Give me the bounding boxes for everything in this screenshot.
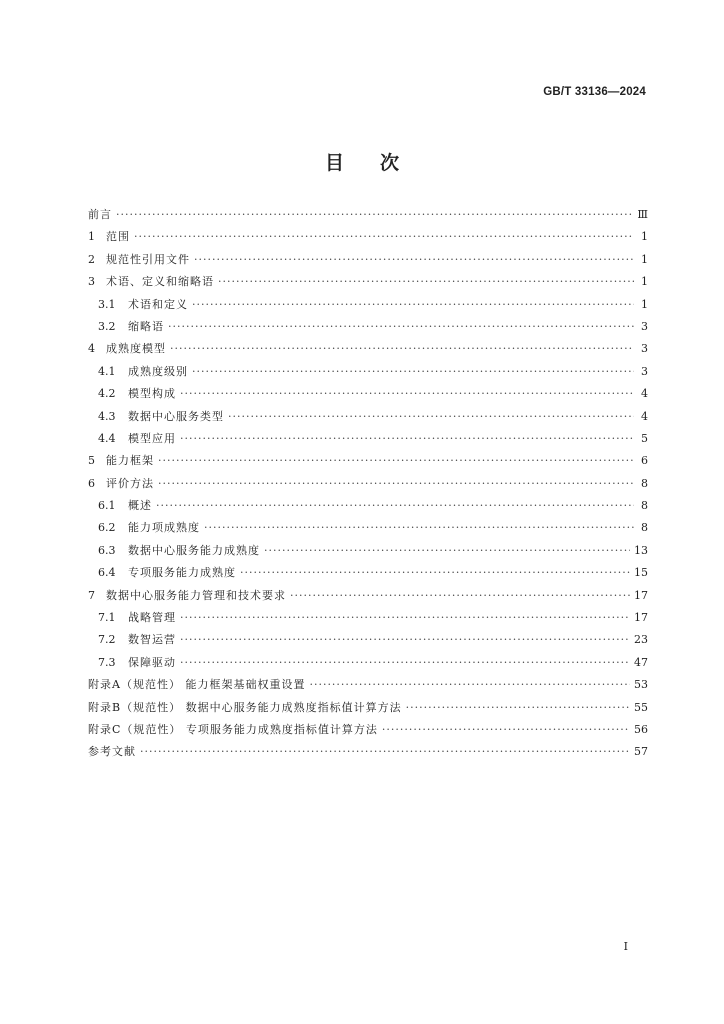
toc-entry-label: 战略管理	[128, 611, 176, 625]
toc-entry-page: 3	[641, 364, 648, 378]
toc-entry-page: 4	[641, 387, 648, 401]
toc-entry[interactable]	[88, 652, 648, 674]
toc-entry-label: 数据中心服务类型	[128, 409, 224, 423]
toc-entry-label: 模型应用	[128, 431, 176, 445]
toc-entry-number: 7.3	[98, 655, 116, 669]
toc-entry-number: 4	[88, 342, 95, 356]
toc-entry[interactable]	[88, 517, 648, 539]
toc-entry-page: 1	[641, 230, 648, 244]
toc-leader-dots	[116, 204, 633, 226]
toc-entry[interactable]	[88, 562, 648, 584]
toc-leader-dots	[180, 652, 630, 674]
toc-leader-dots	[140, 741, 630, 763]
toc-leader-dots	[192, 294, 634, 316]
toc-entry[interactable]	[88, 271, 648, 293]
toc-leader-dots	[170, 338, 634, 360]
toc-entry-number: 7.1	[98, 611, 116, 625]
toc-entry-number: 4.3	[98, 409, 116, 423]
toc-leader-dots	[192, 361, 634, 383]
toc-entry-number: 1	[88, 230, 95, 244]
toc-entry-number: 3	[88, 275, 95, 289]
toc-entry[interactable]	[88, 697, 648, 719]
toc-entry[interactable]	[88, 473, 648, 495]
toc-entry[interactable]	[88, 361, 648, 383]
toc-entry-label: 成熟度级别	[128, 364, 188, 378]
toc-entry[interactable]	[88, 338, 648, 360]
toc-entry-label: 规范性引用文件	[106, 252, 190, 266]
toc-entry-number: 4.4	[98, 431, 116, 445]
toc-entry-number: 6.2	[98, 521, 116, 535]
toc-leader-dots	[406, 697, 630, 719]
toc-entry[interactable]	[88, 204, 648, 226]
toc-leader-dots	[180, 607, 630, 629]
page-number: I	[623, 940, 628, 953]
toc-entry-page: 1	[641, 275, 648, 289]
toc-entry-page: 8	[641, 521, 648, 535]
toc-entry[interactable]	[88, 450, 648, 472]
toc-entry[interactable]	[88, 629, 648, 651]
toc-entry-number: 2	[88, 252, 95, 266]
standard-code: GB/T 33136—2024	[543, 86, 646, 98]
toc-entry-label: 术语和定义	[128, 297, 188, 311]
toc-entry-number: 6.4	[98, 566, 116, 580]
toc-leader-dots	[240, 562, 630, 584]
toc-leader-dots	[382, 719, 630, 741]
toc-entry-label: 成熟度模型	[106, 342, 166, 356]
toc-leader-dots	[180, 629, 630, 651]
toc-leader-dots	[158, 473, 634, 495]
toc-entry-label: 保障驱动	[128, 655, 176, 669]
toc-entry-number: 4.1	[98, 364, 116, 378]
toc-entry-page: 6	[641, 454, 648, 468]
toc-entry[interactable]	[88, 406, 648, 428]
toc-entry-page: 3	[641, 342, 648, 356]
toc-leader-dots	[156, 495, 634, 517]
toc-entry-number: 7	[88, 588, 95, 602]
toc-entry-label: 前言	[88, 208, 112, 221]
toc-entry[interactable]	[88, 383, 648, 405]
toc-entry-label: 数据中心服务能力成熟度	[128, 543, 260, 557]
toc-entry-page: 17	[634, 611, 648, 625]
toc-entry[interactable]	[88, 316, 648, 338]
toc-entry-page: 13	[634, 543, 648, 557]
toc-entry-number: 5	[88, 454, 95, 468]
toc-entry-label: 附录C（规范性） 专项服务能力成熟度指标值计算方法	[88, 722, 378, 736]
toc-entry-page: 23	[634, 633, 648, 647]
toc-entry-number: 7.2	[98, 633, 116, 647]
toc-entry[interactable]	[88, 741, 648, 763]
toc-entry-label: 概述	[128, 499, 152, 513]
toc-leader-dots	[158, 450, 634, 472]
toc-leader-dots	[228, 406, 634, 428]
toc-entry-number: 6.3	[98, 543, 116, 557]
toc-leader-dots	[134, 226, 634, 248]
table-of-contents	[88, 204, 648, 764]
toc-entry[interactable]	[88, 719, 648, 741]
toc-leader-dots	[264, 540, 630, 562]
toc-entry-page: 1	[641, 297, 648, 311]
toc-entry-label: 数据中心服务能力管理和技术要求	[106, 588, 286, 602]
toc-entry[interactable]	[88, 226, 648, 248]
toc-entry-label: 附录B（规范性） 数据中心服务能力成熟度指标值计算方法	[88, 700, 402, 714]
toc-entry-page: 8	[641, 476, 648, 490]
toc-entry-page: 4	[641, 409, 648, 423]
toc-leader-dots	[218, 271, 634, 293]
toc-entry-label: 专项服务能力成熟度	[128, 566, 236, 580]
toc-entry-page: 15	[634, 566, 648, 580]
toc-entry-number: 6	[88, 476, 95, 490]
toc-entry-page: 5	[641, 431, 648, 445]
toc-entry-label: 模型构成	[128, 387, 176, 401]
toc-entry[interactable]	[88, 674, 648, 696]
toc-entry-page: 3	[641, 319, 648, 333]
toc-leader-dots	[168, 316, 634, 338]
toc-leader-dots	[194, 249, 634, 271]
toc-entry[interactable]	[88, 294, 648, 316]
toc-entry[interactable]	[88, 585, 648, 607]
toc-entry[interactable]	[88, 540, 648, 562]
toc-entry-label: 附录A（规范性） 能力框架基础权重设置	[88, 678, 306, 692]
toc-leader-dots	[180, 428, 634, 450]
toc-entry-number: 3.2	[98, 319, 116, 333]
toc-entry[interactable]	[88, 428, 648, 450]
toc-leader-dots	[180, 383, 634, 405]
toc-entry-page: 53	[634, 678, 648, 692]
toc-leader-dots	[204, 517, 634, 539]
toc-entry-label: 数智运营	[128, 633, 176, 647]
toc-entry-number: 4.2	[98, 387, 116, 401]
toc-leader-dots	[309, 674, 630, 696]
toc-entry-page: 1	[641, 252, 648, 266]
toc-title: 目次	[324, 152, 435, 174]
toc-entry-page: 55	[634, 700, 648, 714]
toc-entry[interactable]	[88, 495, 648, 517]
toc-entry-page: 47	[634, 655, 648, 669]
toc-entry-page: 57	[634, 745, 648, 759]
toc-entry-page: 17	[634, 588, 648, 602]
toc-entry-page: 56	[634, 722, 648, 736]
toc-entry[interactable]	[88, 249, 648, 271]
toc-entry-page: 8	[641, 499, 648, 513]
toc-entry-label: 术语、定义和缩略语	[106, 275, 214, 289]
toc-entry-label: 能力框架	[106, 454, 154, 468]
toc-entry[interactable]	[88, 607, 648, 629]
toc-leader-dots	[290, 585, 630, 607]
toc-entry-page: Ⅲ	[637, 208, 648, 221]
toc-entry-label: 能力项成熟度	[128, 521, 200, 535]
toc-entry-number: 6.1	[98, 499, 116, 513]
toc-entry-label: 缩略语	[128, 319, 164, 333]
toc-entry-number: 3.1	[98, 297, 116, 311]
toc-entry-label: 参考文献	[88, 745, 136, 759]
toc-entry-label: 范围	[106, 230, 130, 244]
toc-entry-label: 评价方法	[106, 476, 154, 490]
